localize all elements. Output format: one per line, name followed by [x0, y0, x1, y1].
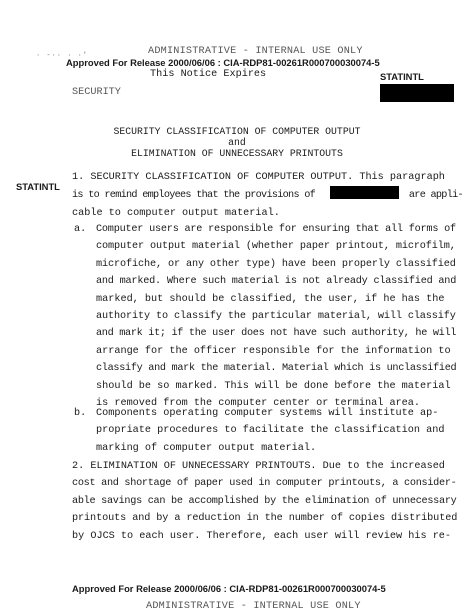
section-2-line: able savings can be accomplished by the elimination of unnecessary: [72, 495, 457, 507]
classification-marking-top: ADMINISTRATIVE - INTERNAL USE ONLY: [148, 46, 363, 57]
item-a-line: and mark it; if the user does not have such authority, he will: [96, 328, 457, 340]
item-b-marker: b.: [74, 408, 87, 419]
security-label: SECURITY: [72, 87, 121, 98]
section-1-line-start: is to remind employees that the provisions of: [72, 190, 316, 202]
item-a-line: should be so marked. This will be done before the material: [96, 380, 451, 392]
scan-specks: · -·· · ·': [36, 52, 89, 60]
item-a-line: Computer users are responsible for ensuring that all forms of: [96, 224, 456, 235]
item-a-line: computer output material (whether paper printout, microfilm,: [96, 241, 456, 253]
item-a-line: marked, but should be classified, the user, if he has the: [96, 293, 445, 305]
item-a: [96, 221, 456, 412]
title-line-2: and: [228, 137, 246, 148]
item-a-line: is removed from the computer center or terminal area.: [96, 398, 421, 410]
section-1-line-tail: are appli-: [408, 190, 463, 202]
title-line-3: ELIMINATION OF UNNECESSARY PRINTOUTS: [131, 148, 343, 159]
section-2-line: by OJCS to each user. Therefore, each user will review his re-: [72, 530, 452, 542]
item-a-marker: a.: [74, 224, 87, 235]
section-2-line: cost and shortage of paper used in computer printouts, a consider-: [72, 478, 457, 490]
section-1-line: 1. SECURITY CLASSIFICATION OF COMPUTER OUTPUT. This paragraph: [72, 172, 445, 183]
section-2-line: printouts and by a reduction in the number of copies distributed: [72, 513, 458, 525]
item-a-line: classify and mark the material. Material which is unclassified: [96, 363, 457, 375]
release-stamp-top: Approved For Release 2000/06/06 : CIA-RDP81-00261R000700030074-5: [66, 57, 380, 68]
item-a-line: arrange for the officer responsible for the information to: [96, 345, 451, 357]
release-stamp-bottom: Approved For Release 2000/06/06 : CIA-RDP81-00261R000700030074-5: [72, 583, 386, 594]
item-a-line: authority to classify the particular material, will classify: [96, 311, 456, 323]
item-a-line: microfiche, or any other type) have been properly classified: [96, 258, 456, 270]
statintl-left-label: STATINTL: [16, 181, 60, 192]
redaction-box-top: [380, 84, 454, 102]
item-b-line: marking of computer output material.: [96, 442, 317, 454]
item-b-line: Components operating computer systems will institute ap-: [96, 408, 439, 419]
section-1-line: cable to computer output material.: [72, 207, 280, 219]
statintl-right-label: STATINTL: [380, 71, 424, 82]
redaction-box-inline: [330, 186, 399, 199]
notice-expires: This Notice Expires: [150, 69, 267, 80]
item-a-line: and marked. Where such material is not already classified and: [96, 276, 457, 288]
section-2: [72, 458, 457, 545]
section-1: [72, 169, 463, 222]
title-line-1: SECURITY CLASSIFICATION OF COMPUTER OUTPUT: [113, 126, 361, 137]
item-b-line: propriate procedures to facilitate the classification and: [96, 425, 445, 437]
section-2-line: 2. ELIMINATION OF UNNECESSARY PRINTOUTS. Due to the increased: [72, 461, 445, 472]
item-b: [96, 405, 456, 457]
classification-marking-bottom: ADMINISTRATIVE - INTERNAL USE ONLY: [146, 601, 361, 612]
section-1-line: [72, 186, 463, 204]
